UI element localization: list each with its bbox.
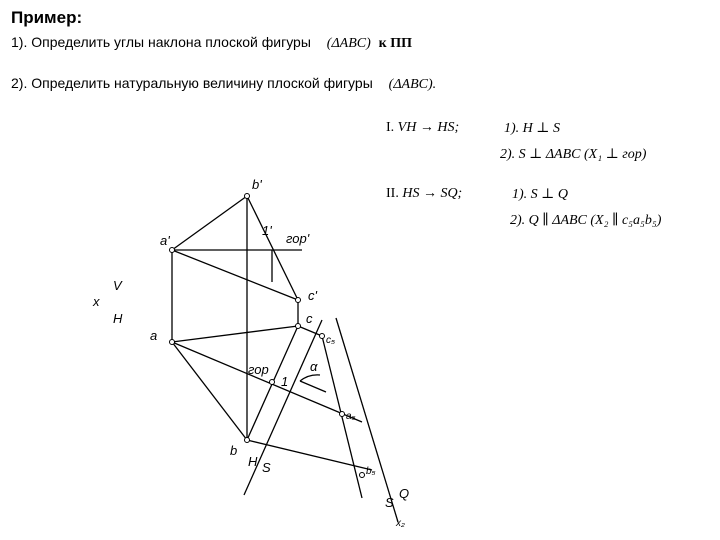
label-b-prime: b' xyxy=(252,177,262,192)
label-q: Q xyxy=(399,486,410,501)
label-b5: b₅ xyxy=(366,466,376,477)
task-2-formula: (ΔABC). xyxy=(388,77,437,92)
point-a-prime xyxy=(170,248,175,253)
label-axis-v: V xyxy=(113,278,122,293)
task-2-text: 2). Определить натуральную величину плоской фигуры xyxy=(11,75,373,91)
edge-a-b-prime xyxy=(172,196,247,250)
point-a xyxy=(170,340,175,345)
point-c xyxy=(296,324,301,329)
task-1-formula: (ΔABC) xyxy=(326,36,371,51)
label-axis-h: H xyxy=(113,311,123,326)
label-a-prime: a' xyxy=(160,233,170,248)
point-1 xyxy=(270,380,275,385)
label-1-prime: 1' xyxy=(262,223,272,238)
label-h-s: H xyxy=(248,454,258,469)
label-c: c xyxy=(306,311,313,326)
angle-arc-alpha xyxy=(300,375,320,381)
step-2-sub-2: 2). Q ∥ ΔABC (X₂ ∥ c₅a₅b₅) xyxy=(510,213,662,228)
edge-a-b xyxy=(172,342,247,440)
label-1: 1 xyxy=(281,374,289,389)
point-b5 xyxy=(360,473,365,478)
edge-a-c xyxy=(172,326,298,342)
label-s-h: S xyxy=(262,460,271,475)
step-2-sub-1: 1). S ⊥ Q xyxy=(512,187,568,202)
point-c5 xyxy=(320,334,325,339)
label-axis-x: x xyxy=(93,294,100,309)
point-c-prime xyxy=(296,298,301,303)
step-1-main: VH → HS; xyxy=(397,120,460,135)
step-1-roman: I. xyxy=(386,120,395,135)
page-title: Пример: xyxy=(11,8,83,27)
label-x2: x₂ xyxy=(396,518,405,529)
label-c-prime: c' xyxy=(308,288,317,303)
task-1-text: 1). Определить углы наклона плоской фигуры xyxy=(11,34,311,50)
edge-b-c-prime xyxy=(247,196,298,300)
label-a: a xyxy=(150,328,158,343)
point-b-prime xyxy=(245,194,250,199)
angle-ray-alpha xyxy=(300,381,326,392)
edge-a-c-prime xyxy=(172,250,298,300)
step-2-main: HS → SQ; xyxy=(402,186,463,201)
step-1-sub-2: 2). S ⊥ ΔABC (X₁ ⊥ гор) xyxy=(500,147,647,162)
label-s-q: S xyxy=(385,495,394,510)
point-a5 xyxy=(340,412,345,417)
step-2-roman: II. xyxy=(386,186,399,201)
label-b: b xyxy=(230,443,238,458)
label-c5: c₅ xyxy=(326,335,336,346)
step-1-sub-1: 1). H ⊥ S xyxy=(504,121,560,136)
task-1-suffix: к ПП xyxy=(378,36,413,51)
label-gor: гор xyxy=(248,362,269,377)
point-b xyxy=(245,438,250,443)
label-alpha: α xyxy=(310,359,318,374)
label-gor-prime: гор' xyxy=(286,231,310,246)
label-a5: a₅ xyxy=(346,411,356,422)
